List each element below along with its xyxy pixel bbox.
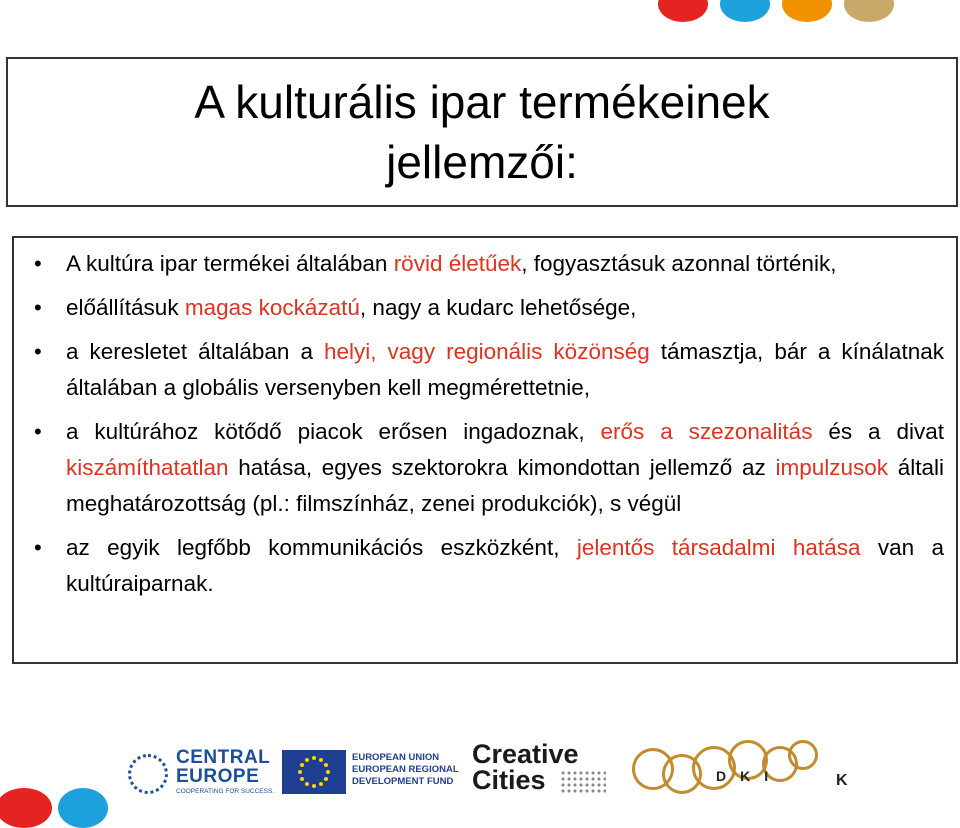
- bullet-item: [26, 414, 944, 522]
- bullet-text: , fogyasztásuk azonnal történik,: [521, 251, 837, 276]
- highlighted-text: impulzusok: [775, 455, 889, 480]
- highlighted-text: erős a szezonalitás: [600, 419, 813, 444]
- slide-title-box: [6, 57, 958, 207]
- highlighted-text: helyi, vagy regionális közönség: [324, 339, 650, 364]
- dki-logo: [632, 740, 852, 802]
- red-dot-bottom: [0, 788, 52, 828]
- central-europe-logo-line2: EUROPE: [176, 766, 260, 787]
- eu-logo: [282, 748, 459, 798]
- star-icon: [319, 782, 323, 786]
- slide-title-line-2: jellemzői:: [386, 136, 578, 188]
- star-icon: [298, 770, 302, 774]
- star-icon: [305, 782, 309, 786]
- highlighted-text: jelentős társadalmi hatása: [576, 535, 861, 560]
- highlighted-text: rövid életűek: [393, 251, 522, 276]
- bullet-list: [26, 246, 944, 602]
- star-icon: [324, 777, 328, 781]
- decorative-dots: [658, 0, 894, 22]
- central-europe-logo: [128, 748, 278, 798]
- star-icon: [324, 763, 328, 767]
- tan-dot: [844, 0, 894, 22]
- bullet-item: [26, 334, 944, 406]
- central-europe-tagline: COOPERATING FOR SUCCESS.: [176, 788, 275, 795]
- eu-logo-line2: EUROPEAN REGIONAL: [352, 764, 459, 775]
- k-logo: K: [836, 772, 848, 789]
- slide-title-line-1: A kulturális ipar termékeinek: [194, 76, 770, 128]
- bullet-text: hatása, egyes szektorokra kimondottan jellemző az: [228, 455, 776, 480]
- star-icon: [305, 758, 309, 762]
- star-icon: [300, 763, 304, 767]
- highlighted-text: magas kockázatú: [184, 295, 360, 320]
- central-europe-emblem-icon: [128, 754, 168, 794]
- cyan-dot: [720, 0, 770, 22]
- bullet-text: támasztja, bár a kínálatnak általában a globális versenyben kell megmérettetnie,: [66, 339, 944, 400]
- bullet-text: a keresletet általában a: [66, 339, 324, 364]
- cyan-dot-bottom: [58, 788, 108, 828]
- bullet-text: az egyik legfőbb kommunikációs eszközként,: [66, 535, 577, 560]
- red-dot: [658, 0, 708, 22]
- bullet-item: [26, 530, 944, 602]
- eu-logo-text: [352, 752, 459, 788]
- highlighted-text: kiszámíthatatlan: [66, 455, 229, 480]
- bullet-text: van a kultúraiparnak.: [66, 535, 945, 596]
- eu-logo-line1: EUROPEAN UNION: [352, 752, 440, 763]
- central-europe-logo-line1: CENTRAL: [176, 747, 271, 768]
- content-box: [12, 236, 958, 664]
- creative-cities-line2: Cities: [472, 765, 546, 795]
- bullet-text: általi meghatározottság (pl.: filmszínház, zenei produkciók), s végül: [66, 455, 945, 516]
- partner-logos: [120, 736, 960, 802]
- ring-icon: [788, 740, 818, 770]
- bullet-text: A kultúra ipar termékei általában: [66, 251, 394, 276]
- orange-dot: [782, 0, 832, 22]
- eu-logo-line3: DEVELOPMENT FUND: [352, 776, 454, 787]
- bullet-text: a kultúrához kötődő piacok erősen ingadoznak,: [66, 419, 601, 444]
- dot-grid-icon: [560, 770, 606, 794]
- bullet-text: , nagy a kudarc lehetősége,: [359, 295, 637, 320]
- star-icon: [312, 756, 316, 760]
- bullet-item: [26, 290, 944, 326]
- bullet-text: előállításuk: [66, 295, 185, 320]
- bullet-text: és a divat: [812, 419, 944, 444]
- creative-cities-line1: Creative: [472, 739, 579, 769]
- bullet-item: [26, 246, 944, 282]
- dki-logo-text: DKI: [716, 768, 783, 784]
- creative-cities-logo: [472, 740, 612, 800]
- star-icon: [326, 770, 330, 774]
- eu-flag-icon: [282, 750, 346, 794]
- star-icon: [319, 758, 323, 762]
- star-icon: [312, 784, 316, 788]
- star-icon: [300, 777, 304, 781]
